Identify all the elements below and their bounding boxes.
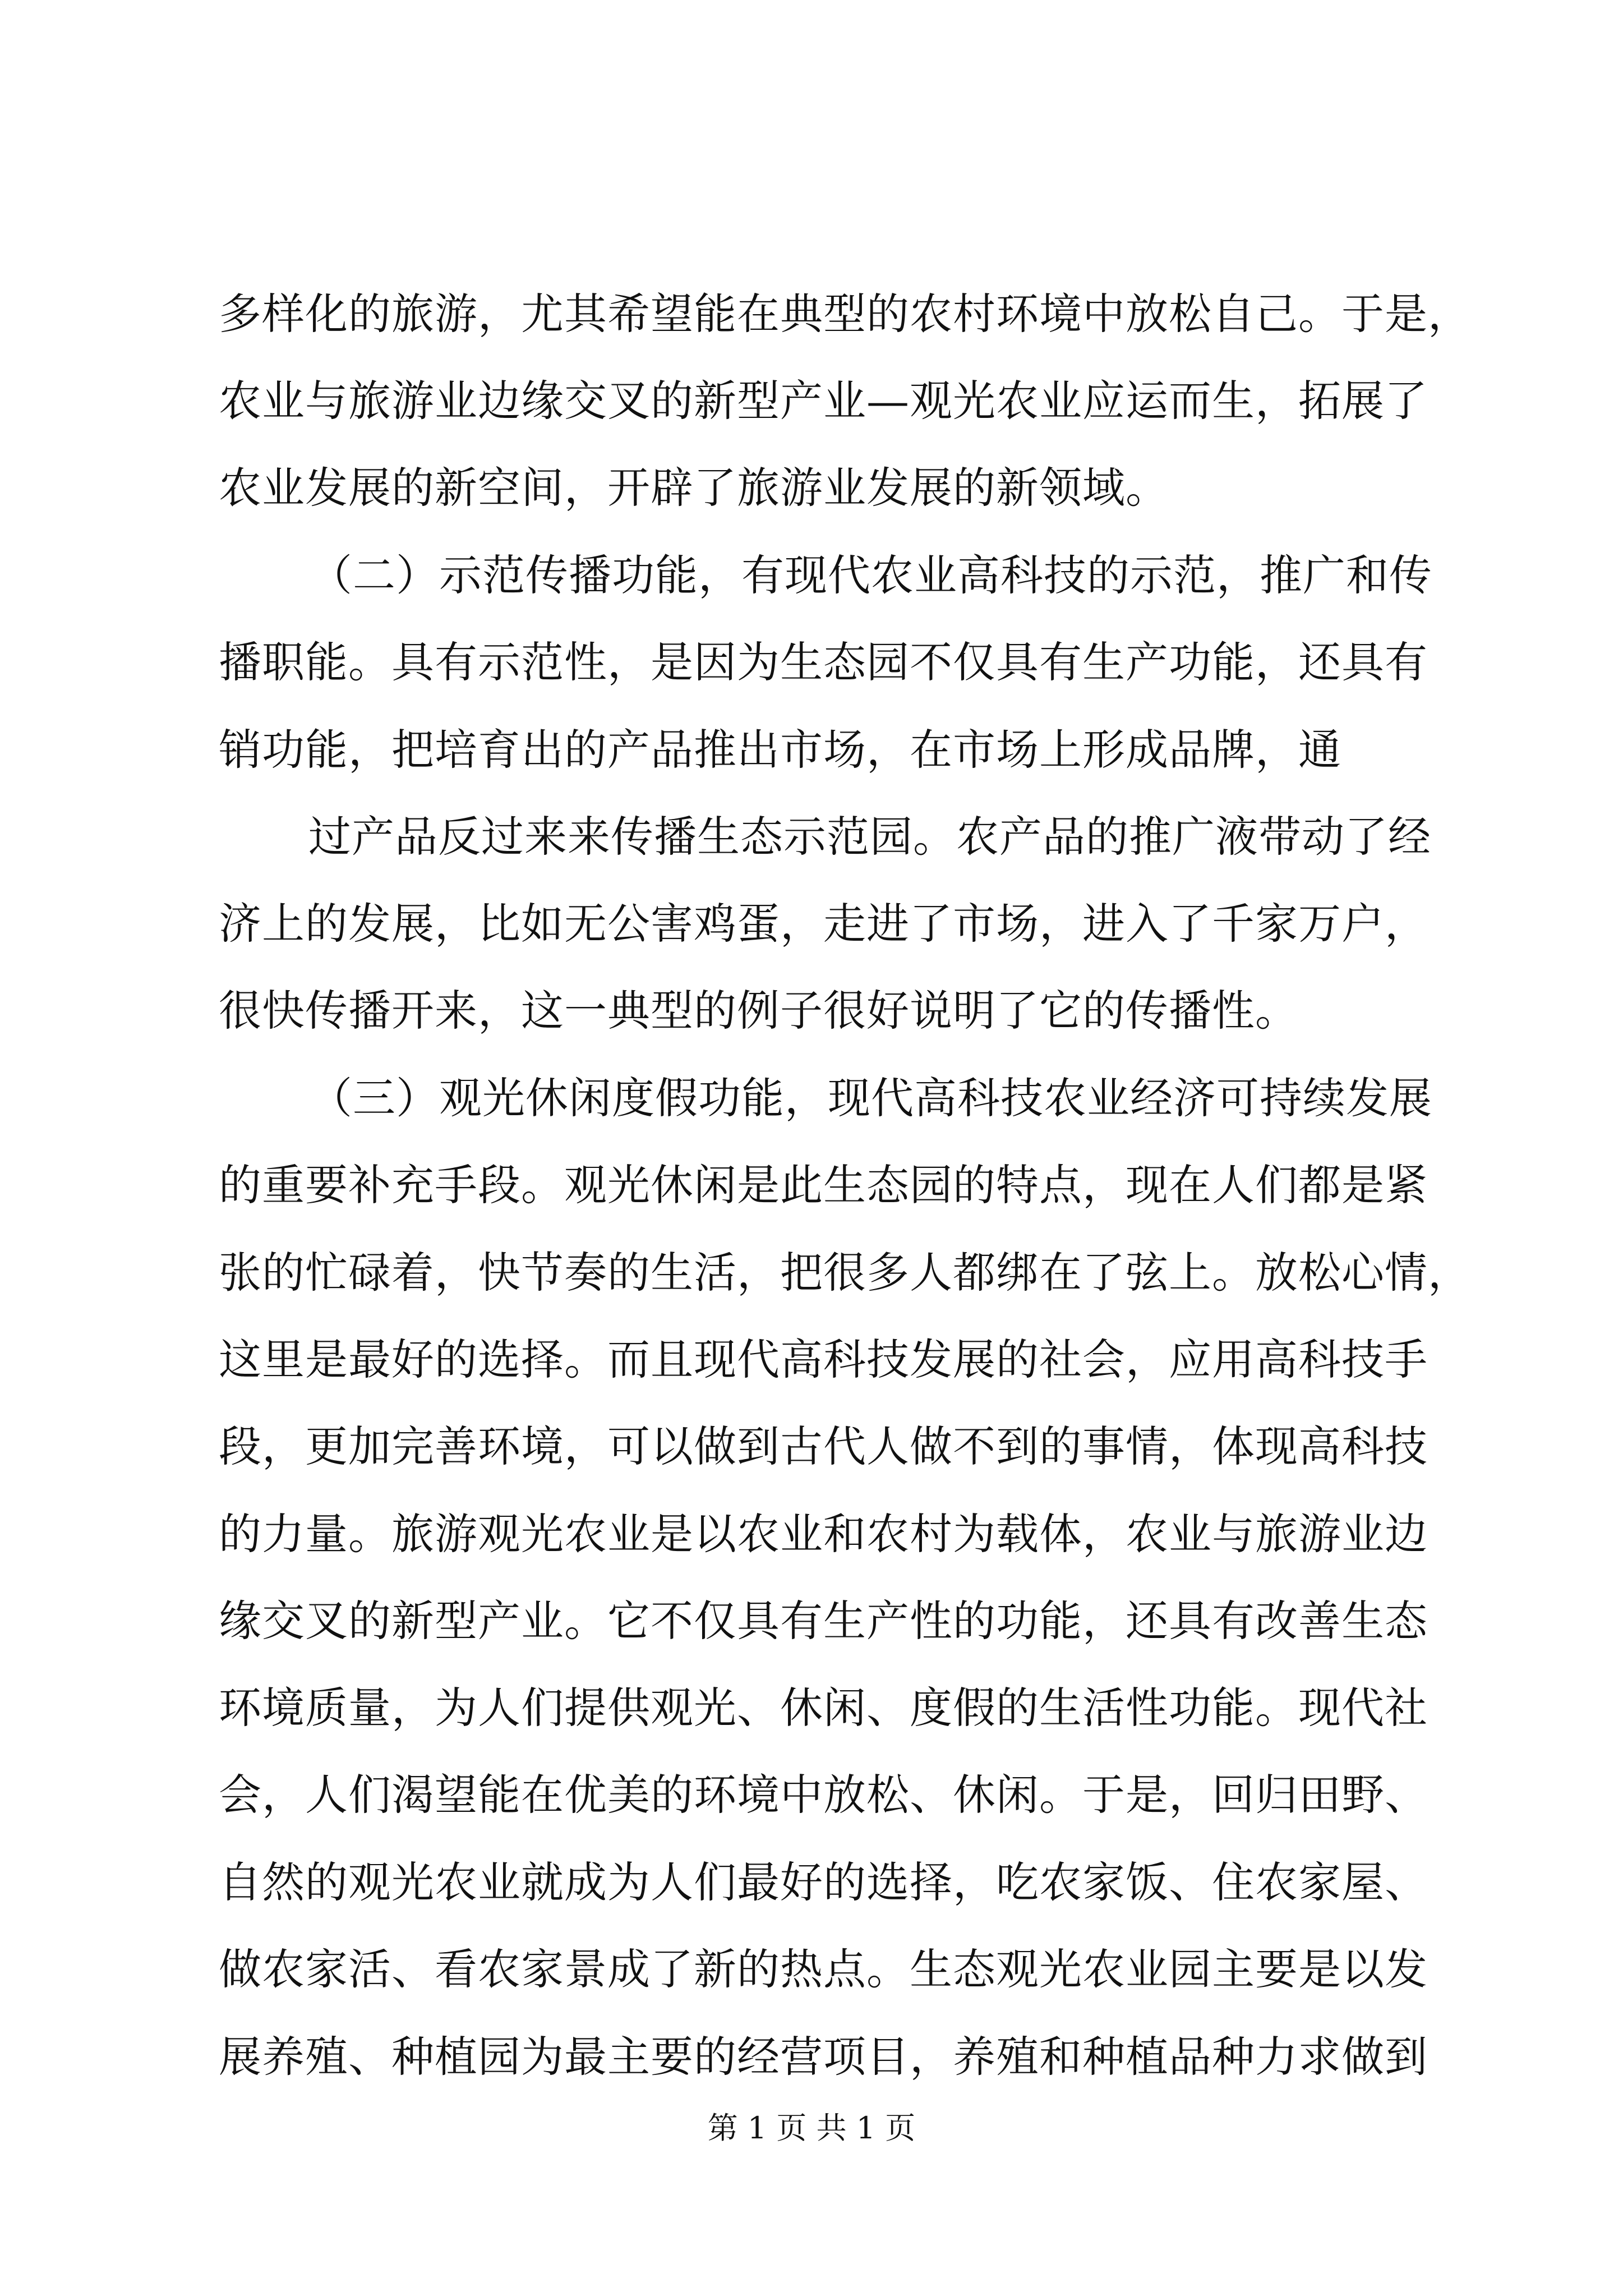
text-line: 农业发展的新空间，开辟了旅游业发展的新领域。 (219, 463, 1169, 513)
text-line: 播职能。具有示范性，是因为生态园不仅具有生产功能，还具有 (219, 637, 1428, 687)
text-line: （二）示范传播功能，有现代农业高科技的示范，推广和传 (310, 550, 1432, 600)
text-line: 自然的观光农业就成为人们最好的选择，吃农家饭、住农家屋、 (219, 1857, 1428, 1907)
text-line: 环境质量，为人们提供观光、休闲、度假的生活性功能。现代社 (219, 1683, 1428, 1733)
text-line: 张的忙碌着，快节奏的生活，把很多人都绑在了弦上。放松心情， (219, 1248, 1471, 1297)
text-line: 农业与旅游业边缘交叉的新型产业—观光农业应运而生，拓展了 (219, 376, 1428, 426)
text-line: 的重要补充手段。观光休闲是此生态园的特点，现在人们都是紧 (219, 1160, 1428, 1210)
text-line: 多样化的旅游，尤其希望能在典型的农村环境中放松自己。于是， (219, 289, 1471, 339)
text-line: 的力量。旅游观光农业是以农业和农村为载体，农业与旅游业边 (219, 1509, 1428, 1559)
text-line: （三）观光休闲度假功能，现代高科技农业经济可持续发展 (310, 1073, 1432, 1123)
text-line: 做农家活、看农家景成了新的热点。生态观光农业园主要是以发 (219, 1944, 1428, 1994)
text-line: 会，人们渴望能在优美的环境中放松、休闲。于是，回归田野、 (219, 1770, 1428, 1820)
text-line: 很快传播开来，这一典型的例子很好说明了它的传播性。 (219, 986, 1298, 1036)
text-line: 段，更加完善环境，可以做到古代人做不到的事情，体现高科技 (219, 1421, 1428, 1471)
text-line: 济上的发展，比如无公害鸡蛋，走进了市场，进入了千家万户， (219, 899, 1428, 949)
text-line: 这里是最好的选择。而且现代高科技发展的社会，应用高科技手 (219, 1335, 1428, 1384)
text-line: 销功能，把培育出的产品推出市场，在市场上形成品牌，通 (219, 725, 1341, 775)
text-line: 展养殖、种植园为最主要的经营项目，养殖和种植品种力求做到 (219, 2032, 1428, 2082)
text-line: 过产品反过来来传播生态示范园。农产品的推广液带动了经 (308, 812, 1431, 862)
page-number-footer: 第 1 页 共 1 页 (707, 2110, 916, 2146)
text-line: 缘交叉的新型产业。它不仅具有生产性的功能，还具有改善生态 (219, 1596, 1428, 1646)
